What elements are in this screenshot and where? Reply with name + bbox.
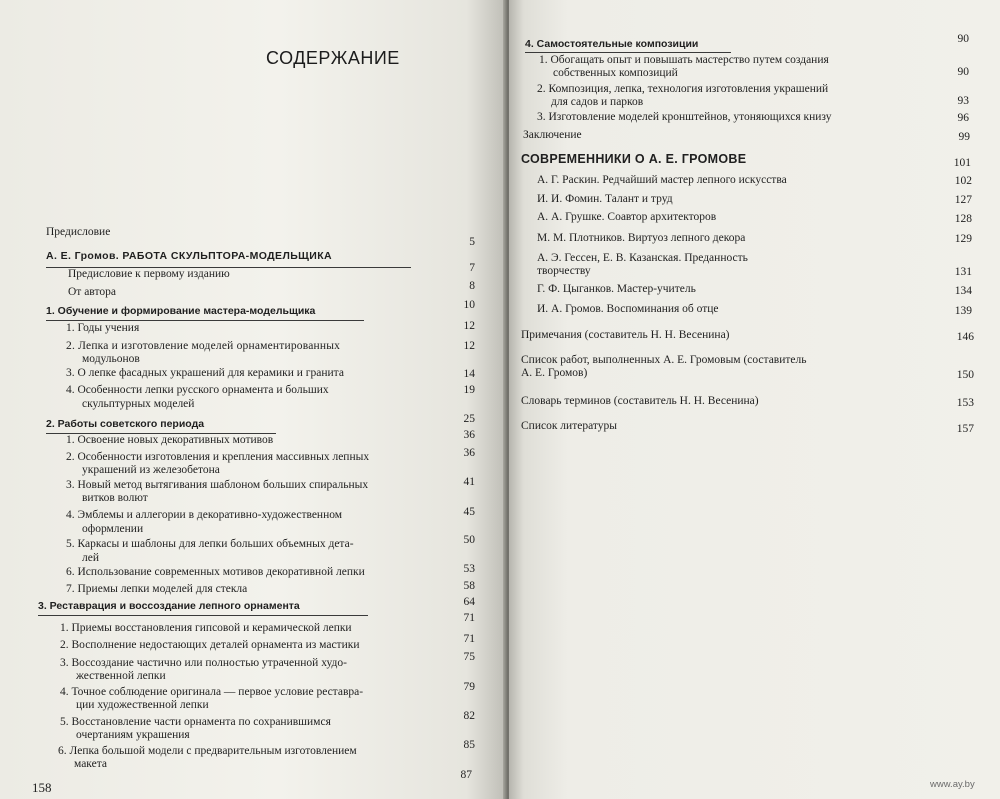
toc-entry-continued: творчеству bbox=[537, 265, 591, 277]
toc-entry: 6. Использование современных мотивов декоративной лепки bbox=[66, 566, 365, 578]
toc-entry-continued: украшений из железобетона bbox=[82, 464, 220, 476]
toc-entry: 4. Эмблемы и аллегории в декоративно-художественном bbox=[66, 509, 343, 521]
toc-page-number: 85 bbox=[463, 739, 475, 751]
toc-entry: Примечания (составитель Н. Н. Весенина) bbox=[521, 329, 730, 341]
toc-page-number: 41 bbox=[463, 476, 475, 488]
toc-entry: 2. Композиция, лепка, технология изготовления украшений bbox=[537, 83, 829, 95]
toc-entry: 2. Восполнение недостающих деталей орнамента из мастики bbox=[60, 639, 360, 651]
toc-page-number: 10 bbox=[463, 299, 475, 311]
watermark: www.ay.by bbox=[930, 779, 975, 790]
toc-page-number: 25 bbox=[463, 413, 475, 425]
toc-entry-continued: для садов и парков bbox=[551, 96, 644, 108]
toc-page-number: 36 bbox=[463, 447, 475, 459]
toc-page-number: 36 bbox=[463, 429, 475, 441]
toc-entry: 1. Приемы восстановления гипсовой и керамической лепки bbox=[60, 622, 352, 634]
toc-entry-continued: жественной лепки bbox=[76, 670, 166, 682]
toc-page-number: 127 bbox=[954, 194, 972, 206]
toc-entry: Предисловие bbox=[46, 226, 111, 238]
toc-entry: 4. Особенности лепки русского орнамента и больших bbox=[66, 384, 329, 396]
toc-chapter: 4. Самостоятельные композиции bbox=[525, 38, 699, 50]
toc-entry-continued: собственных композиций bbox=[553, 67, 678, 79]
toc-entry-continued: витков волют bbox=[82, 492, 148, 504]
toc-entry: 5. Восстановление части орнамента по сохранившимся bbox=[60, 716, 331, 728]
toc-entry: 1. Обогащать опыт и повышать мастерство путем создания bbox=[539, 54, 829, 66]
right-page bbox=[509, 0, 1000, 799]
toc-entry: 3. Новый метод вытягивания шаблоном больших спиральных bbox=[66, 479, 369, 491]
toc-entry-continued: очертаниям украшения bbox=[76, 729, 190, 741]
toc-page-number: 75 bbox=[463, 651, 475, 663]
toc-page-number: 82 bbox=[463, 710, 475, 722]
toc-entry-continued: ции художественной лепки bbox=[76, 699, 209, 711]
toc-page-number: 50 bbox=[463, 534, 475, 546]
toc-entry: Заключение bbox=[523, 129, 582, 141]
chapter-underline bbox=[525, 52, 731, 53]
toc-entry-continued: скульптурных моделей bbox=[82, 398, 195, 410]
toc-page-number: 128 bbox=[954, 213, 972, 225]
toc-page-number: 157 bbox=[956, 423, 974, 435]
toc-chapter: 2. Работы советского периода bbox=[46, 418, 205, 430]
toc-entry-continued: А. Е. Громов) bbox=[521, 367, 588, 379]
toc-entry: 3. Изготовление моделей кронштейнов, утоняющихся книзу bbox=[537, 111, 832, 123]
toc-page-number: 45 bbox=[463, 506, 475, 518]
toc-page-number: 12 bbox=[463, 340, 475, 352]
chapter-underline bbox=[38, 615, 368, 616]
toc-entry: 1. Освоение новых декоративных мотивов bbox=[66, 434, 274, 446]
toc-page-number: 87 bbox=[460, 769, 472, 781]
toc-page-number: 90 bbox=[957, 66, 969, 78]
toc-entry: Список литературы bbox=[521, 420, 617, 432]
toc-chapter: 1. Обучение и формирование мастера-модельщика bbox=[46, 305, 316, 317]
toc-page-number: 14 bbox=[463, 368, 475, 380]
toc-entry-continued: лей bbox=[82, 552, 99, 564]
toc-page-number: 90 bbox=[957, 33, 969, 45]
toc-page-number: 71 bbox=[463, 612, 475, 624]
toc-page-number: 150 bbox=[956, 369, 974, 381]
toc-page-number: 58 bbox=[463, 580, 475, 592]
toc-entry: 3. О лепке фасадных украшений для керамики и гранита bbox=[66, 367, 344, 379]
toc-entry: Предисловие к первому изданию bbox=[68, 268, 230, 280]
toc-section-heading: СОВРЕМЕННИКИ О А. Е. ГРОМОВЕ bbox=[521, 152, 747, 166]
toc-page-number: 153 bbox=[956, 397, 974, 409]
toc-entry-continued: макета bbox=[74, 758, 107, 770]
toc-page-number: 101 bbox=[953, 157, 971, 169]
toc-page-number: 71 bbox=[463, 633, 475, 645]
chapter-underline bbox=[46, 320, 364, 321]
toc-page-number: 7 bbox=[469, 262, 475, 274]
toc-entry: 4. Точное соблюдение оригинала — первое условие реставра- bbox=[60, 686, 364, 698]
contents-title: СОДЕРЖАНИЕ bbox=[266, 48, 400, 68]
toc-entry: 2. Лепка и изготовление моделей орнаментированных bbox=[66, 340, 341, 352]
toc-entry: 5. Каркасы и шаблоны для лепки больших объемных дета- bbox=[66, 538, 354, 550]
toc-entry: А. А. Грушке. Соавтор архитекторов bbox=[537, 211, 717, 223]
toc-page-number: 129 bbox=[954, 233, 972, 245]
toc-page-number: 93 bbox=[957, 95, 969, 107]
toc-page-number: 102 bbox=[954, 175, 972, 187]
toc-page-number: 8 bbox=[469, 280, 475, 292]
toc-page-number: 79 bbox=[463, 681, 475, 693]
toc-page-number: 134 bbox=[954, 285, 972, 297]
toc-page-number: 96 bbox=[957, 112, 969, 124]
toc-entry: А. Г. Раскин. Редчайший мастер лепного искусства bbox=[537, 174, 787, 186]
toc-chapter: 3. Реставрация и воссоздание лепного орнамента bbox=[38, 600, 300, 612]
toc-page-number: 5 bbox=[469, 236, 475, 248]
toc-entry: И. А. Громов. Воспоминания об отце bbox=[537, 303, 719, 315]
toc-entry: А. Э. Гессен, Е. В. Казанская. Преданность bbox=[537, 252, 748, 264]
toc-entry: 2. Особенности изготовления и крепления массивных лепных bbox=[66, 451, 370, 463]
toc-page-number: 12 bbox=[463, 320, 475, 332]
toc-entry: Словарь терминов (составитель Н. Н. Весенина) bbox=[521, 395, 759, 407]
toc-page-number: 19 bbox=[463, 384, 475, 396]
toc-page-number: 146 bbox=[956, 331, 974, 343]
toc-entry-continued: модульонов bbox=[82, 353, 140, 365]
toc-entry: М. М. Плотников. Виртуоз лепного декора bbox=[537, 232, 746, 244]
toc-page-number: 139 bbox=[954, 305, 972, 317]
toc-page-number: 64 bbox=[463, 596, 475, 608]
toc-entry-continued: оформлении bbox=[82, 523, 144, 535]
toc-section-heading: А. Е. Громов. РАБОТА СКУЛЬПТОРА-МОДЕЛЬЩИКА bbox=[46, 250, 332, 262]
toc-entry: От автора bbox=[68, 286, 116, 298]
toc-entry: Г. Ф. Цыганков. Мастер-учитель bbox=[537, 283, 696, 295]
toc-page-number: 53 bbox=[463, 563, 475, 575]
toc-page-number: 131 bbox=[954, 266, 972, 278]
toc-entry: Список работ, выполненных А. Е. Громовым (составитель bbox=[521, 354, 807, 366]
toc-entry: И. И. Фомин. Талант и труд bbox=[537, 193, 673, 205]
toc-entry: 3. Воссоздание частично или полностью утраченной худо- bbox=[60, 657, 347, 669]
toc-page-number: 99 bbox=[958, 131, 970, 143]
toc-entry: 6. Лепка большой модели с предварительным изготовлением bbox=[58, 745, 357, 757]
page-folio: 158 bbox=[32, 780, 52, 795]
toc-entry: 7. Приемы лепки моделей для стекла bbox=[66, 583, 248, 595]
toc-entry: 1. Годы учения bbox=[66, 322, 140, 334]
